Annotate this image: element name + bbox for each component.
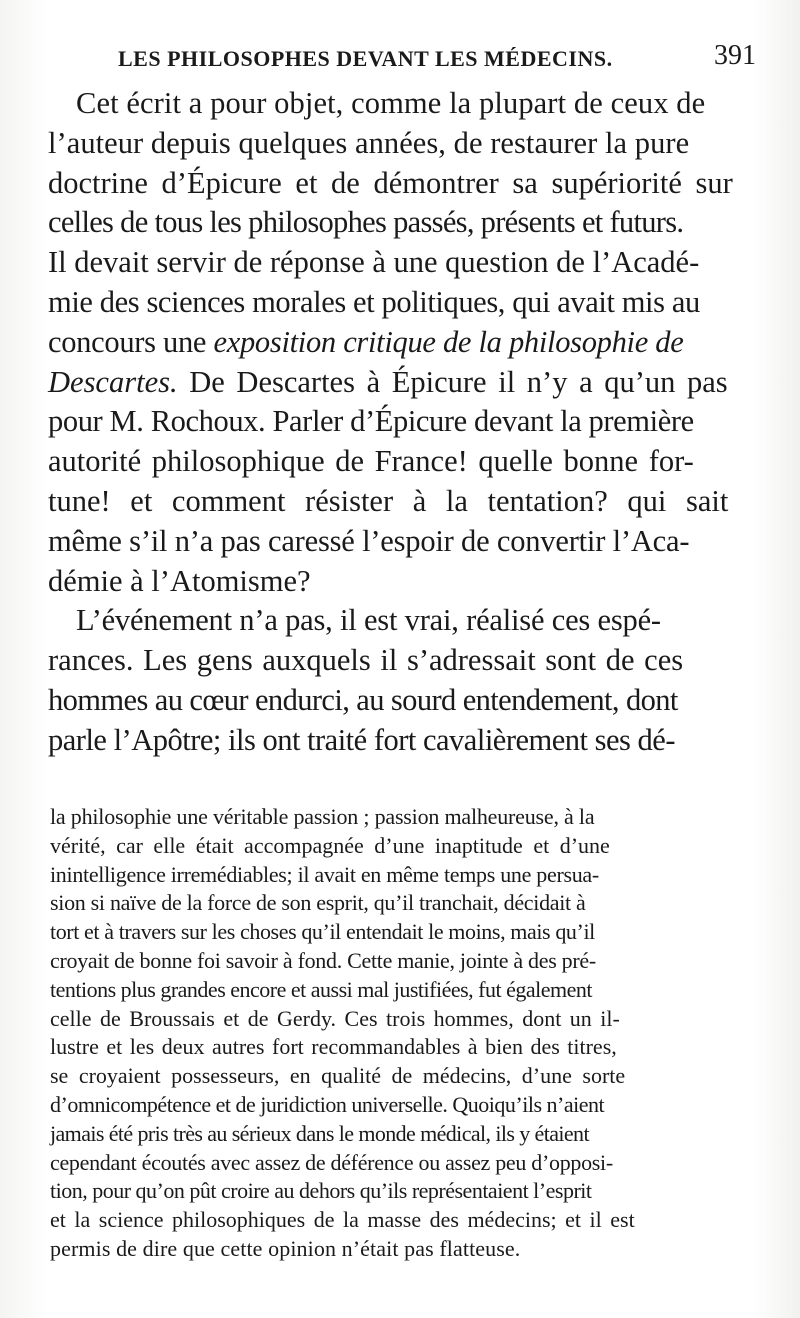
text-line: L’événement n’a pas, il est vrai, réalisé ces espé- [76, 603, 661, 638]
footnote [50, 803, 738, 1264]
main-text [48, 84, 733, 761]
footnote-line: sion si naïve de la force de son esprit, qu’il tranchait, décidait à [50, 890, 586, 916]
footnote-line: permis de dire que cette opinion n’était pas flatteuse. [50, 1235, 521, 1261]
text-line: l’auteur depuis quelques années, de restaurer la pure [48, 125, 690, 160]
italic-title: exposition critique de la philosophie de [213, 324, 684, 359]
text-line: rances. Les gens auxquels il s’adressait sont de ces [48, 643, 684, 678]
footnote-line: d’omnicompétence et de juridiction universelle. Quoiqu’ils n’aient [50, 1091, 605, 1117]
text-line: pour M. Rochoux. Parler d’Épicure devant la première [48, 404, 694, 439]
text-line: celles de tous les philosophes passés, présents et futurs. [48, 205, 684, 240]
text-line: doctrine d’Épicure et de démontrer sa supériorité sur [48, 165, 733, 200]
text-line: démie à l’Atomisme? [48, 563, 311, 598]
text-line: mie des sciences morales et politiques, qui avait mis au [48, 284, 700, 319]
page-header [118, 40, 768, 80]
footnote-line: tion, pour qu’on pût croire au dehors qu’ils représentaient l’esprit [50, 1178, 592, 1204]
text-line: concours une exposition critique de la philosophie de [48, 324, 684, 359]
footnote-line: inintelligence irremédiables; il avait en même temps une persua- [50, 861, 599, 887]
footnote-line: la philosophie une véritable passion ; passion malheureuse, à la [50, 804, 595, 829]
footnote-line: se croyaient possesseurs, en qualité de médecins, d’une sorte [50, 1063, 626, 1089]
footnote-line: vérité, car elle était accompagnée d’une inaptitude et d’une [50, 832, 610, 858]
text-line: hommes au cœur endurci, au sourd entendement, dont [48, 682, 678, 717]
text-line: Il devait servir de réponse à une question de l’Acadé- [48, 245, 700, 280]
text-line: Cet écrit a pour objet, comme la plupart de ceux de [76, 86, 706, 120]
footnote-line: jamais été pris très au sérieux dans le monde médical, ils y étaient [50, 1120, 589, 1146]
text-line: Descartes. De Descartes à Épicure il n’y a qu’un pas [48, 364, 728, 399]
footnote-line: tentions plus grandes encore et aussi mal justifiées, fut également [50, 976, 593, 1002]
text-line: tune! et comment résister à la tentation? qui sait [48, 483, 729, 518]
running-title: LES PHILOSOPHES DEVANT LES MÉDECINS. [118, 46, 613, 71]
text-line: même s’il n’a pas caressé l’espoir de convertir l’Aca- [48, 523, 690, 558]
text-line: parle l’Apôtre; ils ont traité fort cavalièrement ses dé- [48, 722, 675, 757]
footnote-line: celle de Broussais et de Gerdy. Ces trois hommes, dont un il- [50, 1005, 620, 1031]
page-number: 391 [714, 40, 756, 71]
footnote-line: cependant écoutés avec assez de déférence ou assez peu d’opposi- [50, 1149, 613, 1175]
footnote-line: tort et à travers sur les choses qu’il entendait le moins, mais qu’il [50, 919, 595, 945]
footnote-line: lustre et les deux autres fort recommandables à bien des titres, [50, 1034, 617, 1060]
footnote-line: et la science philosophiques de la masse des médecins; et il est [50, 1207, 635, 1233]
italic-title: Descartes. [48, 364, 178, 399]
footnote-line: croyait de bonne foi savoir à fond. Cette manie, jointe à des pré- [50, 947, 596, 973]
text-line: autorité philosophique de France! quelle bonne for- [48, 444, 694, 479]
